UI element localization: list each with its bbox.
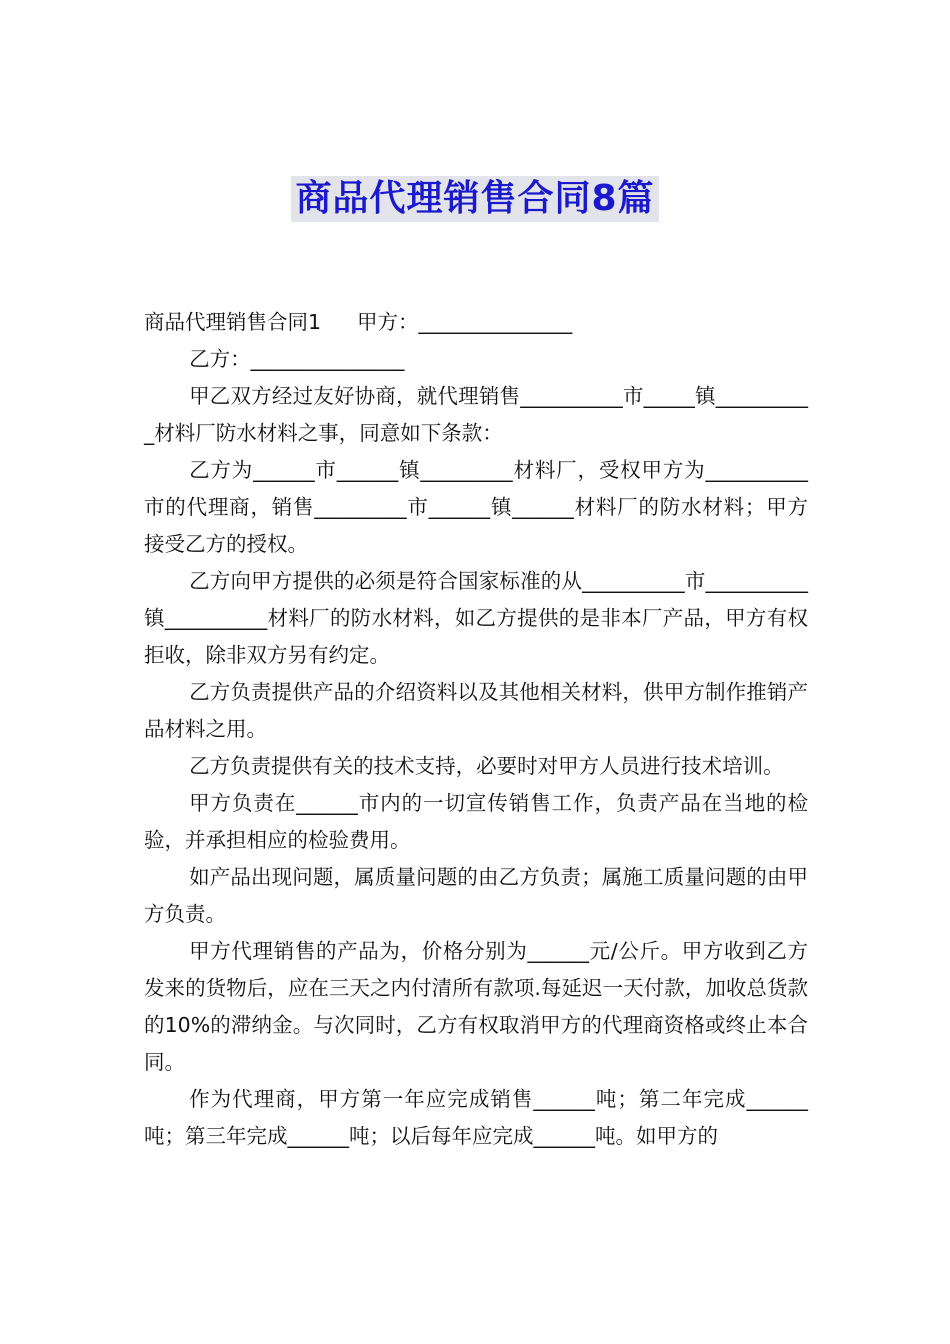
paragraph: 甲方代理销售的产品为，价格分别为______元/公斤。甲方收到乙方发来的货物后，应在三天之内付清所有款项.每延迟一天付款，加收总货款的10%的滞纳金。与次同时，乙方有权取消甲方的代理商资格或终止本合同。 [144,939,808,1074]
paragraph: 乙方向甲方提供的必须是符合国家标准的从__________市__________镇__________材料厂的防水材料，如乙方提供的是非本厂产品，甲方有权拒收，除非双方另有约定。 [144,569,808,667]
title-area [0,176,950,222]
paragraph: 乙方：_______________ [189,347,405,371]
first-line [144,304,808,341]
paragraph: 乙方负责提供产品的介绍资料以及其他相关材料，供甲方制作推销产品材料之用。 [144,680,808,741]
paragraph: 乙方为______市______镇_________材料厂，受权甲方为__________市的代理商，销售_________市______镇______材料厂的防水材料；甲方接受乙方的授权。 [144,458,808,556]
paragraph: 作为代理商，甲方第一年应完成销售______吨；第二年完成______吨；第三年完成______吨；以后每年应完成______吨。如甲方的 [144,1087,808,1148]
paragraph: 乙方负责提供有关的技术支持，必要时对甲方人员进行技术培训。 [189,754,784,778]
document-body [144,304,808,1155]
paragraph: 如产品出现问题，属质量问题的由乙方负责；属施工质量问题的由甲方负责。 [144,865,808,926]
contract-heading: 商品代理销售合同1 [144,310,322,334]
paragraph: 甲方负责在______市内的一切宣传销售工作，负责产品在当地的检验，并承担相应的检验费用。 [144,791,808,852]
paragraph: 甲乙双方经过友好协商，就代理销售__________市_____镇__________材料厂防水材料之事，同意如下条款： [144,384,808,445]
document-title: 商品代理销售合同8篇 [291,176,658,222]
party-a-field: 甲方：_______________ [357,310,573,334]
